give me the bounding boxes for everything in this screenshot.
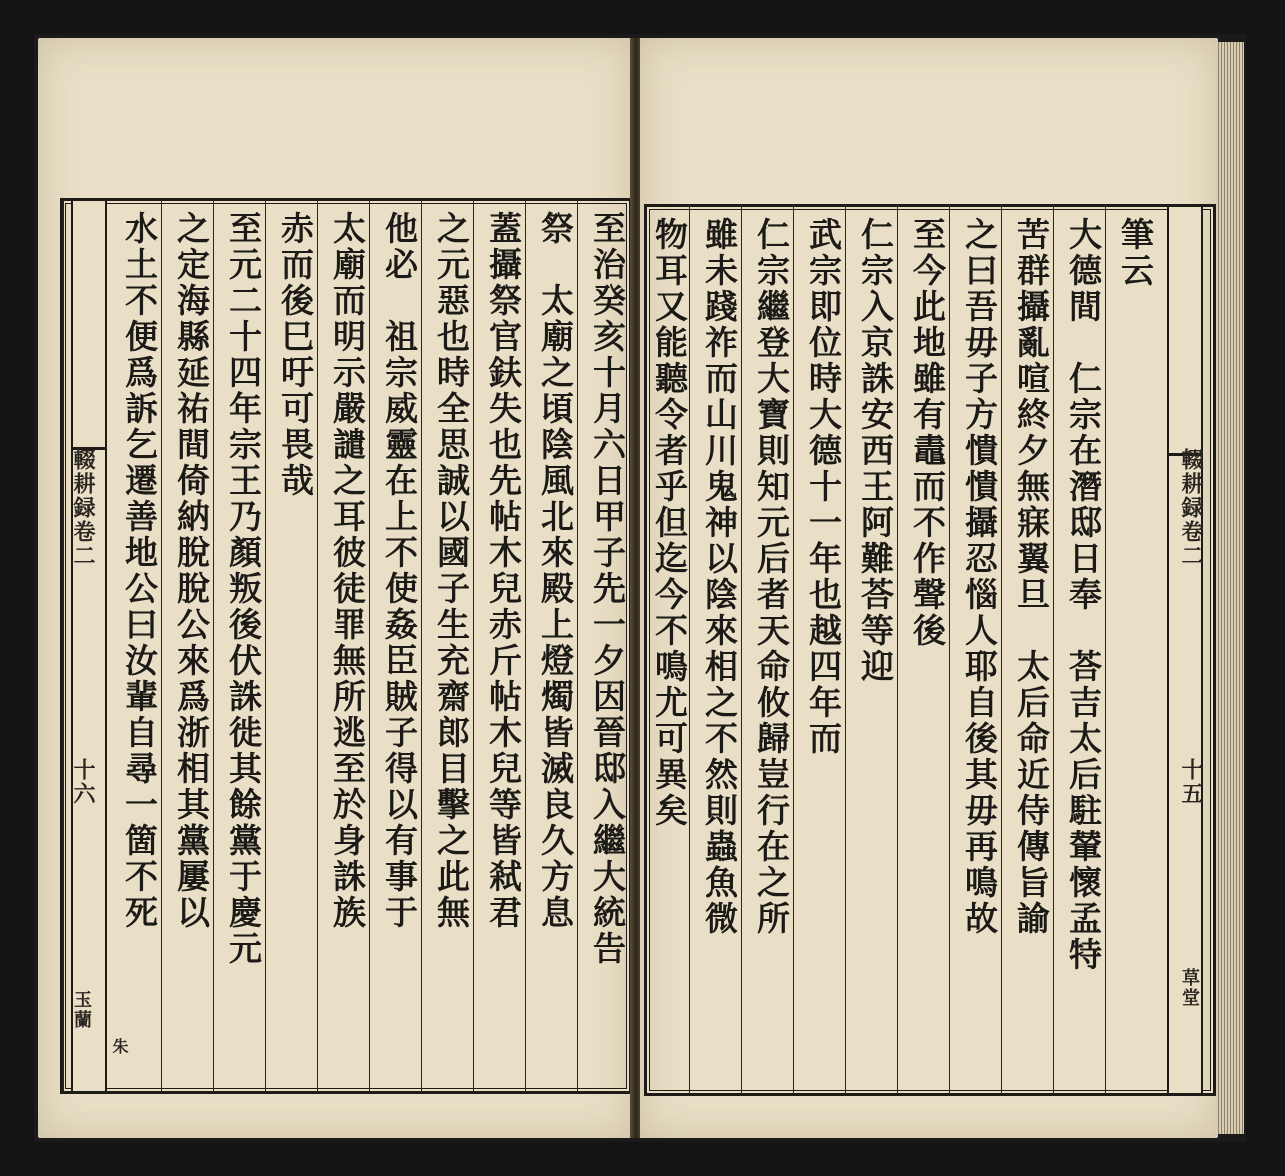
text-column: 仁宗入京誅安西王阿難荅等迎 — [856, 217, 895, 685]
hall-name: 草堂 — [1179, 968, 1200, 1008]
text-column: 太廟而明示嚴譴之耳彼徒罪無所逃至於身誅族 — [328, 211, 367, 931]
left-text-frame — [60, 198, 632, 1094]
text-column: 赤而後巳吁可畏哉 — [276, 211, 315, 499]
carver-mark: 朱 — [110, 1038, 129, 1056]
text-column: 至今此地雖有鼃而不作聲後 — [908, 217, 947, 649]
right-page — [640, 38, 1218, 1138]
carver-name: 玉蘭 — [71, 990, 92, 1030]
book-title: 輟耕録卷二 — [1178, 448, 1204, 568]
text-column: 筆云 — [1116, 217, 1155, 289]
text-column: 大德間 仁宗在潛邸日奉 荅吉太后駐輦懷孟特 — [1064, 217, 1103, 973]
left-center-column — [71, 201, 107, 1091]
text-column: 苦群攝亂喧終夕無寐翼旦 太后命近侍傳旨諭 — [1012, 217, 1051, 937]
text-column: 水土不便爲訴乞遷善地公曰汝輩自尋一箇不死 — [120, 211, 159, 931]
text-column: 之曰吾毋子方憒憒攝忍惱人耶自後其毋再鳴故 — [960, 217, 999, 937]
text-column: 蓋攝祭官鈇失也先帖木兒赤斤帖木兒等皆弒君 — [484, 211, 523, 931]
text-column: 物耳又能聽令者乎但迄今不鳴尤可異矣 — [650, 217, 689, 829]
text-column: 雖未踐祚而山川鬼神以陰來相之不然則蟲魚微 — [700, 217, 739, 937]
text-column: 仁宗繼登大寶則知元后者天命攸歸豈行在之所 — [752, 217, 791, 937]
text-column: 武宗即位時大德十一年也越四年而 — [804, 217, 843, 757]
page-number: 十五 — [1178, 758, 1204, 806]
open-book — [34, 34, 1246, 1142]
right-text-frame — [644, 204, 1216, 1096]
page-number: 十六 — [70, 758, 96, 806]
text-column: 之定海縣延祐間倚納脫脫公來爲浙相其黨屢以 — [172, 211, 211, 931]
text-column: 至治癸亥十月六日甲子先一夕因晉邸入繼大統告 — [588, 211, 627, 967]
text-column: 至元二十四年宗王乃顏叛後伏誅徙其餘黨于慶元 — [224, 211, 263, 967]
text-column: 他必 祖宗威靈在上不使姦臣賊子得以有事于 — [380, 211, 419, 931]
text-column: 之元惡也時全思誠以國子生充齋郎目擊之此無 — [432, 211, 471, 931]
book-title: 輟耕録卷二 — [70, 448, 96, 568]
right-center-column — [1167, 207, 1203, 1093]
left-page — [38, 38, 632, 1138]
text-column: 祭 太廟之頃陰風北來殿上燈燭皆滅良久方息 — [536, 211, 575, 931]
page-edges — [1216, 42, 1244, 1134]
